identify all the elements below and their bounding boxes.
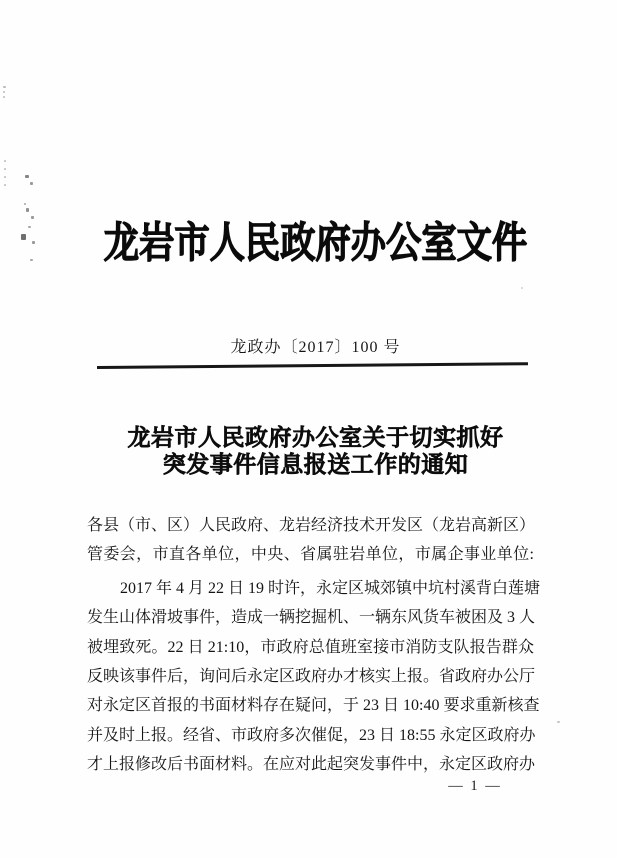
scan-speck — [28, 226, 31, 228]
scan-speck — [3, 86, 6, 88]
page-number: — 1 — — [448, 778, 502, 794]
addressee-line: 管委会，市直各单位，中央、省属驻岩单位，市属企事业单位: — [87, 546, 534, 564]
scan-speck — [25, 175, 29, 178]
document-body — [87, 511, 541, 780]
addressee-line: 各县（市、区）人民政府、龙岩经济技术开发区（龙岩高新区） — [87, 517, 536, 534]
body-line: 发生山体滑坡事件，造成一辆挖掘机、一辆东风货车被困及 3 人 — [87, 609, 536, 627]
subject-line-1: 龙岩市人民政府办公室关于切实抓好 — [127, 425, 504, 450]
body-line: 2017 年 4 月 22 日 19 时许，永定区城郊镇中坑村溪背白莲塘 — [120, 579, 541, 597]
body-line: 反映该事件后，询问后永定区政府办才核实上报。省政府办公厅 — [87, 667, 536, 685]
scan-speck — [557, 721, 560, 723]
scan-speck — [31, 216, 34, 219]
scan-speck — [4, 184, 6, 186]
scan-speck — [30, 182, 33, 185]
subject-line-2: 突发事件信息报送工作的通知 — [162, 452, 469, 477]
scan-speck — [21, 234, 26, 240]
scan-speck — [4, 168, 6, 170]
body-line: 被埋致死。22 日 21:10，市政府总值班室接市消防支队报告群众 — [87, 638, 534, 656]
scan-speck — [4, 176, 6, 178]
header-divider-line — [97, 362, 528, 369]
body-line: 并及时上报。经省、市政府多次催促，23 日 18:55 永定区政府办 — [87, 726, 536, 744]
document-number: 龙政办〔2017〕100 号 — [230, 339, 401, 356]
scan-speck — [4, 160, 6, 162]
scan-speck — [3, 96, 5, 98]
scan-speck — [32, 241, 35, 244]
scan-speck — [521, 287, 523, 289]
body-line: 才上报修改后书面材料。在应对此起突发事件中，永定区政府办 — [87, 756, 536, 774]
body-line: 对永定区首报的书面材料存在疑问，于 23 日 10:40 要求重新核查 — [87, 697, 540, 715]
scan-speck — [26, 208, 29, 212]
document-subject-title — [44, 424, 587, 478]
scan-speck — [24, 203, 26, 205]
scan-speck — [30, 259, 33, 261]
document-header-title: 龙岩市人民政府办公室文件 — [103, 221, 528, 267]
scan-speck — [3, 91, 5, 93]
